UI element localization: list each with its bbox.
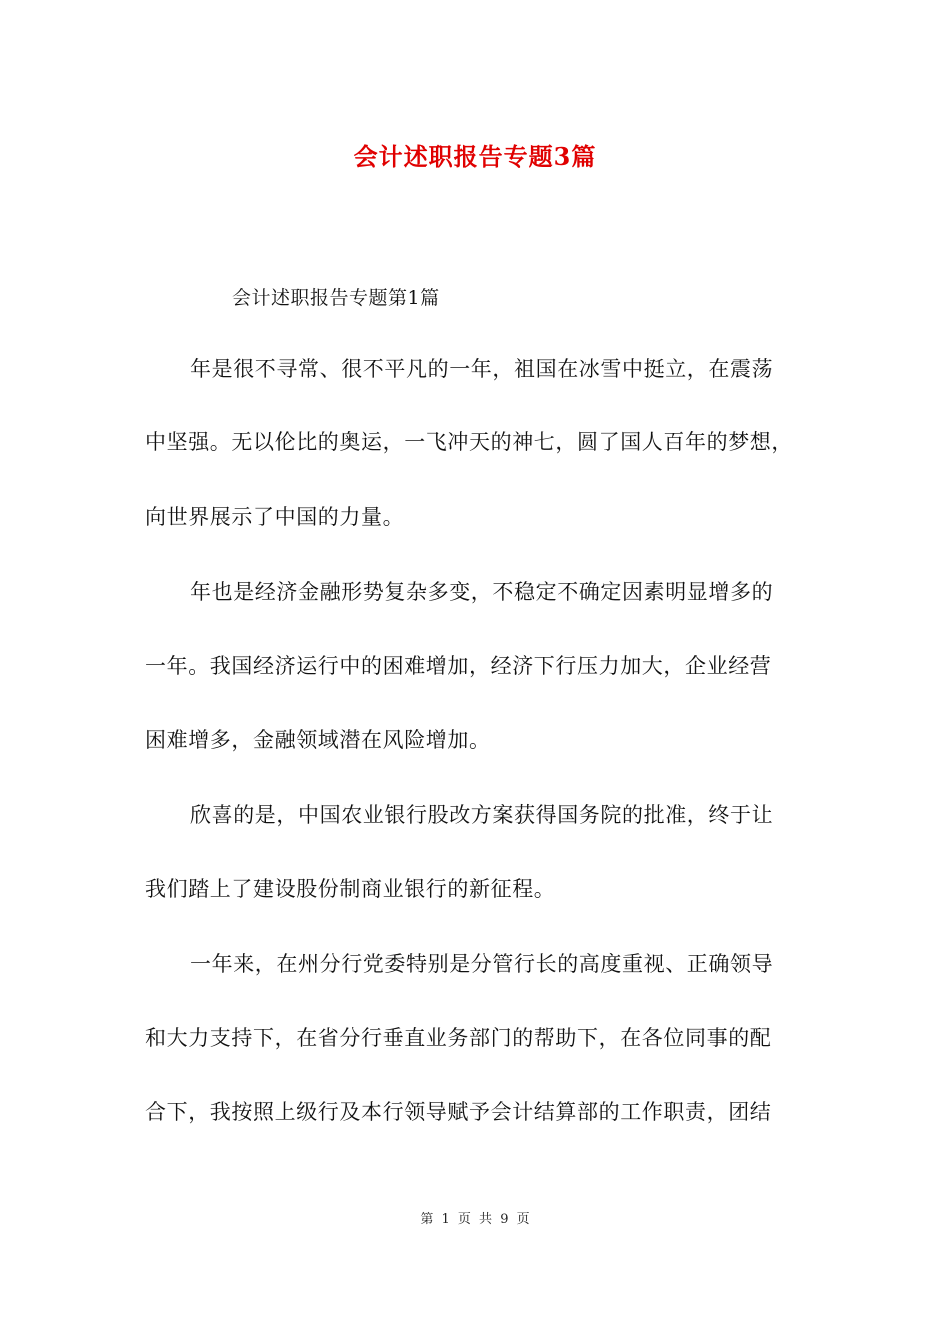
paragraph-line: 合下，我按照上级行及本行领导赋予会计结算部的工作职责，团结 xyxy=(145,1100,772,1124)
paragraph-line: 我们踏上了建设股份制商业银行的新征程。 xyxy=(145,877,556,901)
paragraph-line: 困难增多，金融领域潜在风险增加。 xyxy=(145,728,491,752)
paragraph-line: 一年来，在州分行党委特别是分管行长的高度重视、正确领导 xyxy=(190,952,774,976)
paragraph-line: 年是很不寻常、很不平凡的一年，祖国在冰雪中挺立，在震荡 xyxy=(190,357,774,381)
paragraph-line: 和大力支持下，在省分行垂直业务部门的帮助下，在各位同事的配 xyxy=(145,1026,772,1050)
paragraph-line: 向世界展示了中国的力量。 xyxy=(145,505,405,529)
page-number-footer: 第 1 页 共 9 页 xyxy=(420,1212,530,1227)
section-heading: 会计述职报告专题第1篇 xyxy=(232,287,440,309)
document-title: 会计述职报告专题3篇 xyxy=(353,142,597,171)
paragraph-line: 年也是经济金融形势复杂多变，不稳定不确定因素明显增多的 xyxy=(190,580,774,604)
paragraph-line: 中坚强。无以伦比的奥运，一飞冲天的神七，圆了国人百年的梦想， xyxy=(145,430,793,454)
paragraph-line: 一年。我国经济运行中的困难增加，经济下行压力加大，企业经营 xyxy=(145,654,772,678)
paragraph-line: 欣喜的是，中国农业银行股改方案获得国务院的批准，终于让 xyxy=(190,803,774,827)
